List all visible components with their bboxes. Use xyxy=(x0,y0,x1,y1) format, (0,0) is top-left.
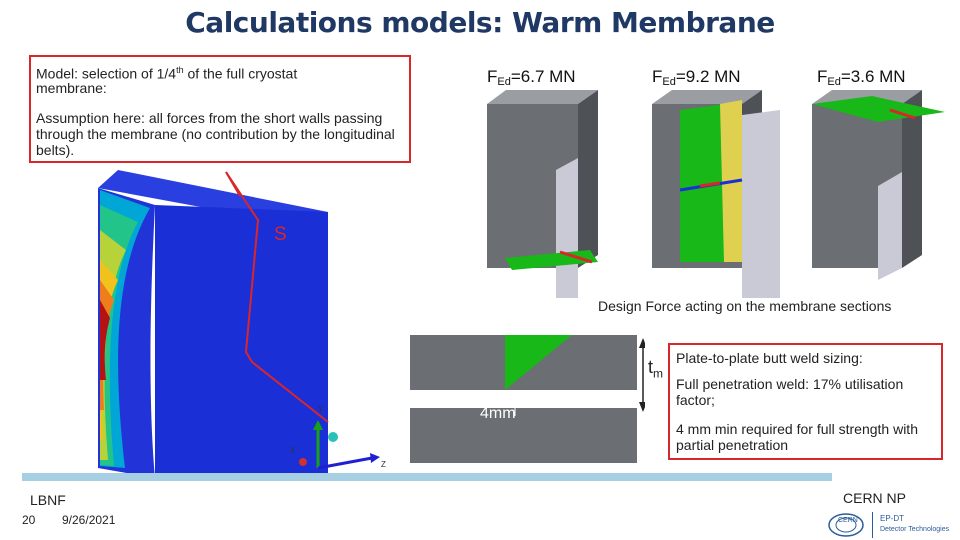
weld-sizing-item2: 4 mm min required for full strength with partial penetration xyxy=(676,421,918,453)
footer-page-number: 20 xyxy=(22,513,36,527)
weld-sizing-heading: Plate-to-plate butt weld sizing: xyxy=(676,350,863,366)
thickness-symbol: $t_m$ xyxy=(648,357,664,381)
footer-org: LBNF xyxy=(30,492,66,508)
design-force-caption: Design Force acting on the membrane sections xyxy=(598,298,892,314)
footer-date: 9/26/2021 xyxy=(62,513,116,527)
force-label-1: $F_{Ed}=6.7$ MN xyxy=(487,67,576,88)
section-box-models xyxy=(480,88,950,298)
model-description-line2: membrane: xyxy=(36,80,107,96)
weld-sizing-item1: Full penetration weld: 17% utilisation factor; xyxy=(676,376,904,408)
axis-y-label: Y xyxy=(318,405,324,414)
footer-right-title: CERN NP xyxy=(843,490,907,506)
weld-thickness-label: 4mm xyxy=(480,405,516,422)
model-description-line1: Model: selection of 1/4th of the full cryostat xyxy=(36,65,298,82)
footer-divider-bar xyxy=(22,473,832,481)
force-label-2: $F_{Ed}=9.2$ MN xyxy=(652,67,741,88)
force-label-3: $F_{Ed}=3.6$ MN xyxy=(817,67,906,88)
epdt-logo-text-2: Detector Technologies xyxy=(880,526,950,533)
epdt-logo-divider xyxy=(872,512,873,538)
assumption-text: Assumption here: all forces from the short walls passing through the membrane (no contribution by the longitudinal belts). xyxy=(36,110,395,158)
section-label: S xyxy=(274,224,287,245)
axis-x-label: X xyxy=(290,446,296,455)
slide-title: Calculations models: Warm Membrane xyxy=(185,6,775,39)
weld-detail-diagram xyxy=(405,330,645,465)
membrane-fem-model xyxy=(85,160,405,480)
axis-z-label: Z xyxy=(381,460,386,469)
cern-logo-icon xyxy=(826,512,868,538)
cern-logo-text: CERN xyxy=(838,517,858,524)
epdt-logo-text-1: EP-DT xyxy=(880,514,904,523)
